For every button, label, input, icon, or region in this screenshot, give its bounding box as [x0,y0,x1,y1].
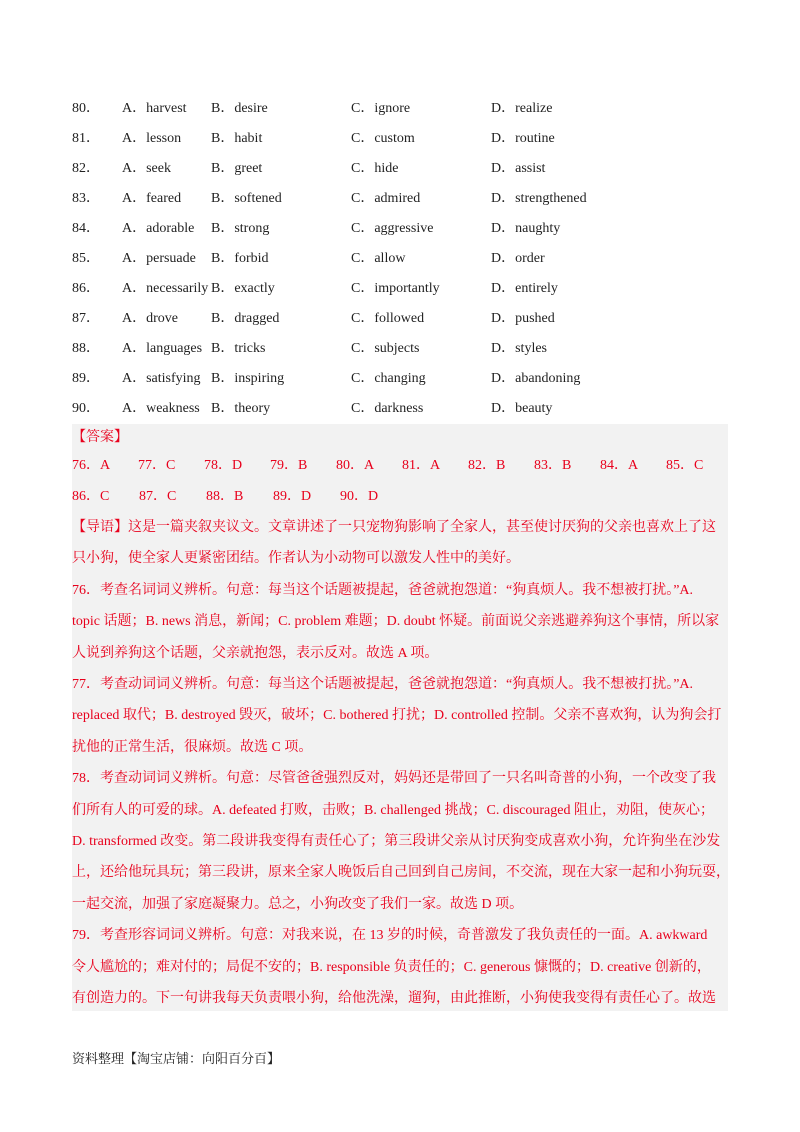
explanation-line: 一起交流，加强了家庭凝聚力。总之，小狗改变了我们一家。故选 D 项。 [72,896,524,912]
answer-item: 86．C [72,489,110,504]
explanation-line: 上，还给他玩具玩；第三段讲，原来全家人晚饭后自己回到自己房间，不交流，现在大家一起和小狗玩耍， [72,865,730,881]
option-c: C．followed [351,311,425,326]
answer-item: 82．B [468,458,506,473]
question-number: 81． [72,131,100,146]
question-number: 89． [72,371,100,386]
option-d: D．realize [491,101,553,116]
option-c: C．subjects [351,341,420,356]
question-row [72,332,732,362]
option-a: A．satisfying [122,371,201,386]
option-c: C．changing [351,371,426,386]
question-row [72,392,732,422]
answer-item: 87．C [139,489,177,504]
option-c: C．allow [351,251,406,266]
option-c: C．admired [351,191,421,206]
answer-heading: 【答案】 [72,430,128,445]
answer-item: 79．B [270,458,308,473]
explanation-line: 76．考查名词词义辨析。句意：每当这个话题被提起，爸爸就抱怨道：“狗真烦人。我不想被打扰。”A. [72,582,694,598]
answer-row-1 [72,456,732,476]
option-a: A．persuade [122,251,196,266]
explanation-line: 只小狗，使全家人更紧密团结。作者认为小动物可以激发人性中的美好。 [72,551,520,567]
explanation-line: 们所有人的可爱的球。A. defeated 打败，击败；B. challenged 挑战；C. discouraged 阻止，劝阻，使灰心； [72,802,714,818]
question-row [72,242,732,272]
explanation-line: 人说到养狗这个话题，父亲就抱怨，表示反对。故选 A 项。 [72,645,439,661]
answer-item: 80．A [336,458,375,473]
option-a: A．adorable [122,221,195,236]
question-number: 87． [72,311,100,326]
option-b: B．desire [211,101,268,116]
option-c: C．custom [351,131,415,146]
option-b: B．habit [211,131,263,146]
question-row [72,92,732,122]
question-number: 85． [72,251,100,266]
option-a: A．necessarily [122,281,209,296]
answer-item: 83．B [534,458,572,473]
explanation-line: 有创造力的。下一句讲我每天负责喂小狗，给他洗澡，遛狗，由此推断，小狗使我变得有责任心了。故选 [72,991,716,1006]
option-c: C．ignore [351,101,411,116]
question-row [72,212,732,242]
option-d: D．naughty [491,221,561,236]
question-row [72,272,732,302]
explanation-line: D. transformed 改变。第二段讲我变得有责任心了；第三段讲父亲从讨厌狗变成喜欢小狗，允许狗坐在沙发 [72,834,721,849]
answer-item: 88．B [206,489,244,504]
answer-row-2 [72,487,732,507]
option-b: B．forbid [211,251,269,266]
option-a: A．feared [122,191,182,206]
option-a: A．harvest [122,101,187,116]
answer-item: 85．C [666,458,704,473]
explanation-line: 扰他的正常生活，很麻烦。故选 C 项。 [72,739,313,755]
option-a: A．drove [122,311,178,326]
option-a: A．weakness [122,401,200,416]
answer-item: 90．D [340,489,379,504]
option-c: C．aggressive [351,221,434,236]
option-b: B．dragged [211,311,280,326]
question-row [72,152,732,182]
explanation-line: 【导语】这是一篇夹叙夹议文。文章讲述了一只宠物狗影响了全家人，甚至使讨厌狗的父亲也喜欢上了这 [72,520,716,535]
option-b: B．greet [211,161,263,176]
question-number: 83． [72,191,100,206]
option-b: B．strong [211,221,270,236]
question-row [72,362,732,392]
option-c: C．darkness [351,401,424,416]
option-a: A．languages [122,341,203,356]
explanation-line: topic 话题；B. news 消息，新闻；C. problem 难题；D. doubt 怀疑。前面说父亲逃避养狗这个事情，所以家 [72,614,720,630]
option-d: D．strengthened [491,191,587,206]
option-b: B．theory [211,401,271,416]
option-c: C．hide [351,161,399,176]
answer-item: 89．D [273,489,312,504]
option-d: D．abandoning [491,371,581,386]
option-d: D．routine [491,131,555,146]
question-number: 86． [72,281,100,296]
question-number: 88． [72,341,100,356]
option-d: D．beauty [491,401,553,416]
option-a: A．lesson [122,131,182,146]
option-b: B．softened [211,191,282,206]
option-c: C．importantly [351,281,440,296]
option-d: D．order [491,251,545,266]
option-d: D．entirely [491,281,558,296]
question-row [72,182,732,212]
question-number: 84． [72,221,100,236]
option-a: A．seek [122,161,171,176]
answer-item: 84．A [600,458,639,473]
question-number: 80． [72,101,100,116]
question-number: 90． [72,401,100,416]
option-d: D．pushed [491,311,555,326]
answer-item: 77．C [138,458,176,473]
option-b: B．tricks [211,341,266,356]
question-number: 82． [72,161,100,176]
answer-item: 81．A [402,458,441,473]
question-row [72,122,732,152]
answer-item: 78．D [204,458,243,473]
explanation-line: 79．考查形容词词义辨析。句意：对我来说，在 13 岁的时候，奇普激发了我负责任的一面。A. awkward [72,928,708,944]
answer-item: 76．A [72,458,111,473]
explanation-line: 78．考查动词词义辨析。句意：尽管爸爸强烈反对，妈妈还是带回了一只名叫奇普的小狗，一个改变了我 [72,771,716,787]
explanation-line: 77．考查动词词义辨析。句意：每当这个话题被提起，爸爸就抱怨道：“狗真烦人。我不想被打扰。”A. [72,677,694,692]
option-b: B．inspiring [211,371,285,386]
question-row [72,302,732,332]
option-b: B．exactly [211,281,275,296]
option-d: D．styles [491,341,547,356]
explanation-line: replaced 取代；B. destroyed 毁灭，破坏；C. bothered 打扰；D. controlled 控制。父亲不喜欢狗，认为狗会打 [72,708,722,724]
question-options-list [72,92,732,422]
option-d: D．assist [491,161,546,176]
explanation-line: 令人尴尬的；难对付的；局促不安的；B. responsible 负责任的；C. generous 慷慨的；D. creative 创新的， [72,959,711,975]
footer-note: 资料整理【淘宝店铺：向阳百分百】 [72,1052,281,1067]
